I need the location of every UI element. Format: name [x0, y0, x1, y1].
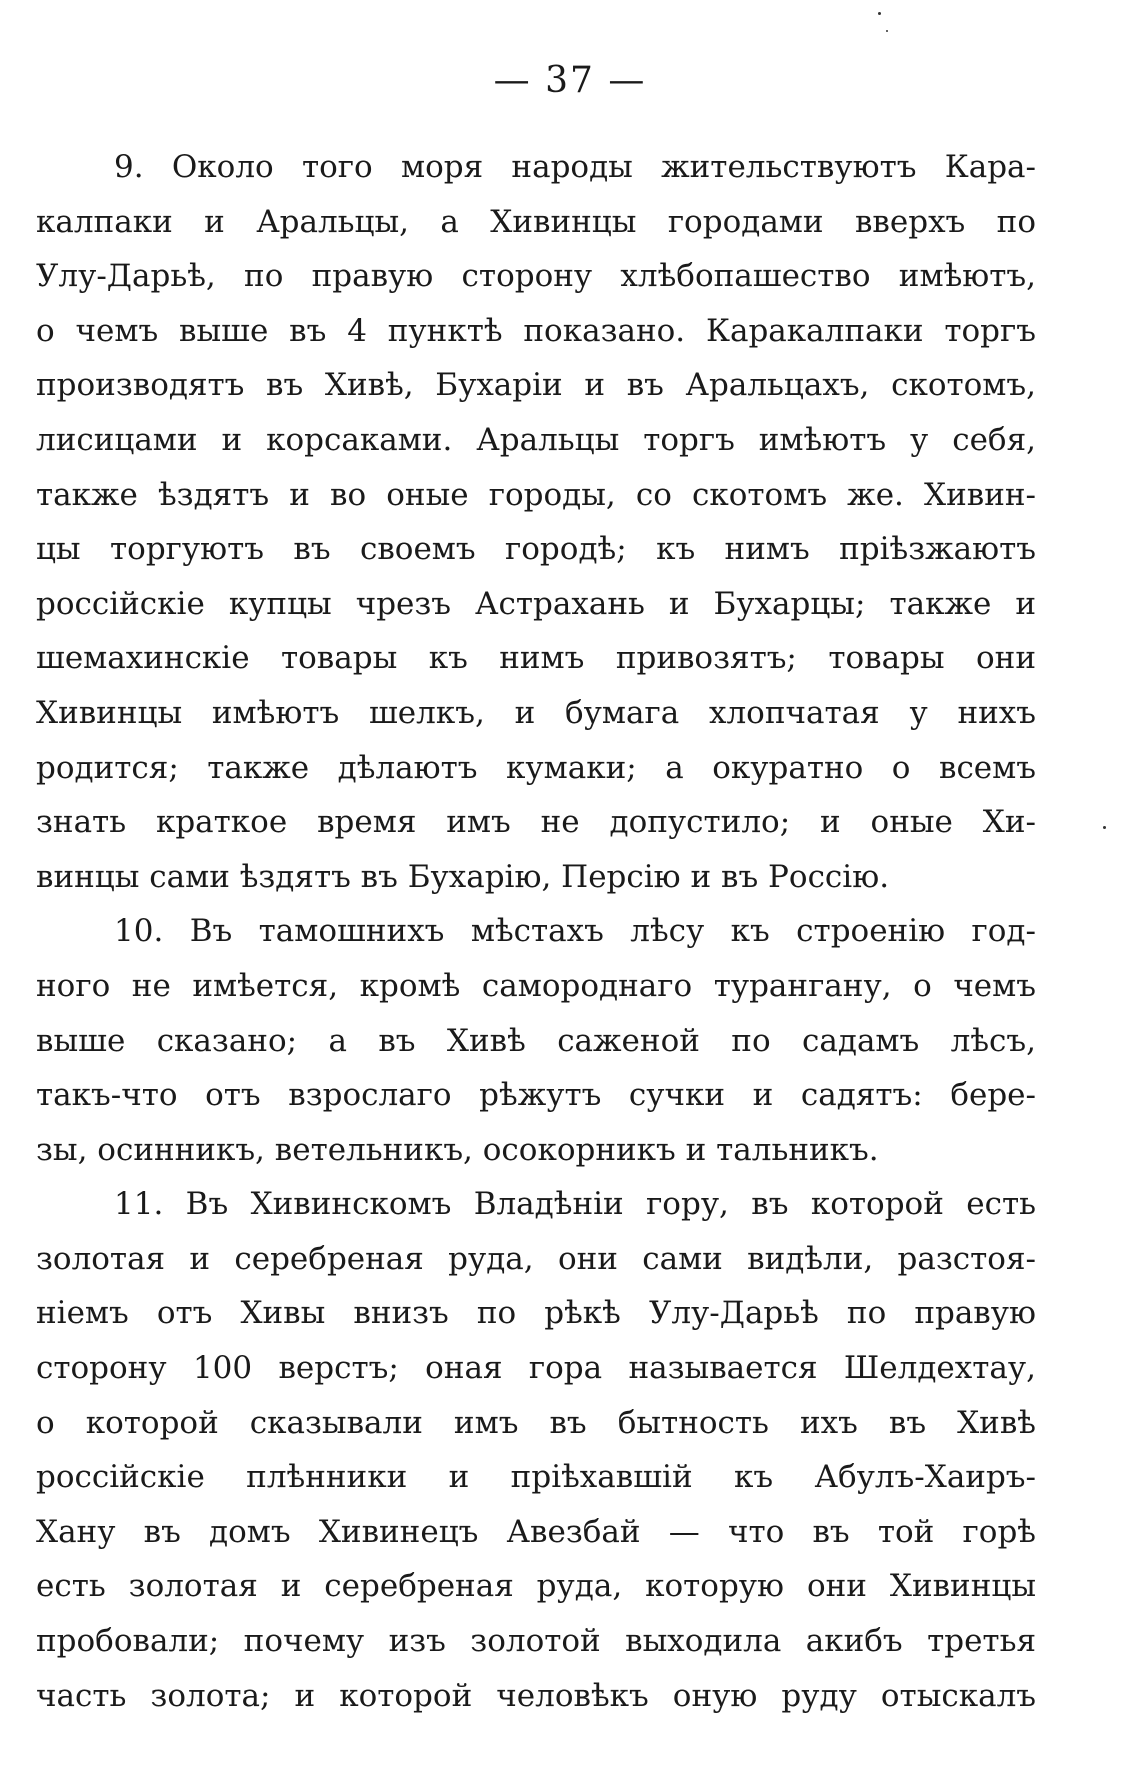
page-number: — 37 —: [493, 60, 647, 101]
text-line: зы, осинникъ, ветельникъ, осокорникъ и тальникъ.: [36, 1131, 879, 1168]
scan-speck: [878, 12, 881, 15]
text-line: часть золота; и которой человѣкъ оную руду отыскалъ: [36, 1677, 1036, 1714]
text-line: родится; также дѣлаютъ кумаки; а окуратно о всемъ: [36, 749, 1036, 786]
text-line: лисицами и корсаками. Аральцы торгъ имѣютъ у себя,: [36, 421, 1036, 458]
text-line: 11. Въ Хивинскомъ Владѣніи гору, въ которой есть: [114, 1186, 1036, 1223]
body-text: [36, 140, 1036, 1723]
text-line: знать краткое время имъ не допустило; и оные Хи-: [36, 804, 1036, 841]
text-line: производятъ въ Хивѣ, Бухаріи и въ Аральцахъ, скотомъ,: [36, 367, 1036, 404]
text-line: ного не имѣется, кромѣ самороднаго турангану, о чемъ: [36, 967, 1036, 1004]
text-line: винцы сами ѣздятъ въ Бухарію, Персію и въ Россію.: [36, 858, 890, 895]
text-line: о которой сказывали имъ въ бытность ихъ въ Хивѣ: [36, 1404, 1036, 1441]
text-line: шемахинскіе товары къ нимъ привозятъ; товары они: [36, 640, 1036, 677]
text-line: россійскіе плѣнники и пріѣхавшій къ Абулъ-Хаиръ-: [36, 1459, 1036, 1496]
text-line: 9. Около того моря народы жительствуютъ Кара-: [114, 149, 1036, 185]
text-line: есть золотая и серебреная руда, которую они Хивинцы: [36, 1568, 1036, 1605]
text-line: Улу-Дарьѣ, по правую сторону хлѣбопашество имѣютъ,: [36, 258, 1036, 295]
text-line: пробовали; почему изъ золотой выходила акибъ третья: [36, 1623, 1036, 1660]
text-line: также ѣздятъ и во оные городы, со скотомъ же. Хивин-: [36, 476, 1036, 513]
text-line: выше сказано; а въ Хивѣ саженой по садамъ лѣсъ,: [36, 1022, 1036, 1059]
text-line: Хивинцы имѣютъ шелкъ, и бумага хлопчатая у нихъ: [36, 694, 1036, 731]
text-line: 10. Въ тамошнихъ мѣстахъ лѣсу къ строенію год-: [114, 913, 1036, 950]
text-line: о чемъ выше въ 4 пунктѣ показано. Каракалпаки торгъ: [36, 312, 1036, 349]
text-line: золотая и серебреная руда, они сами видѣли, разстоя-: [36, 1240, 1036, 1277]
text-line: цы торгуютъ въ своемъ городѣ; къ нимъ пріѣзжаютъ: [36, 531, 1036, 568]
text-line: такъ-что отъ взрослаго рѣжутъ сучки и садятъ: бере-: [36, 1077, 1036, 1114]
scan-speck: [1103, 826, 1106, 829]
text-line: Хану въ домъ Хивинецъ Авезбай — что въ той горѣ: [36, 1513, 1036, 1550]
text-line: россійскіе купцы чрезъ Астрахань и Бухарцы; также и: [36, 585, 1036, 622]
text-line: калпаки и Аральцы, а Хивинцы городами вверхъ по: [36, 203, 1036, 240]
text-line: ніемъ отъ Хивы внизъ по рѣкѣ Улу-Дарьѣ по правую: [36, 1295, 1036, 1332]
text-line: сторону 100 верстъ; оная гора называется Шелдехтау,: [36, 1350, 1036, 1387]
scan-speck: [886, 30, 888, 32]
